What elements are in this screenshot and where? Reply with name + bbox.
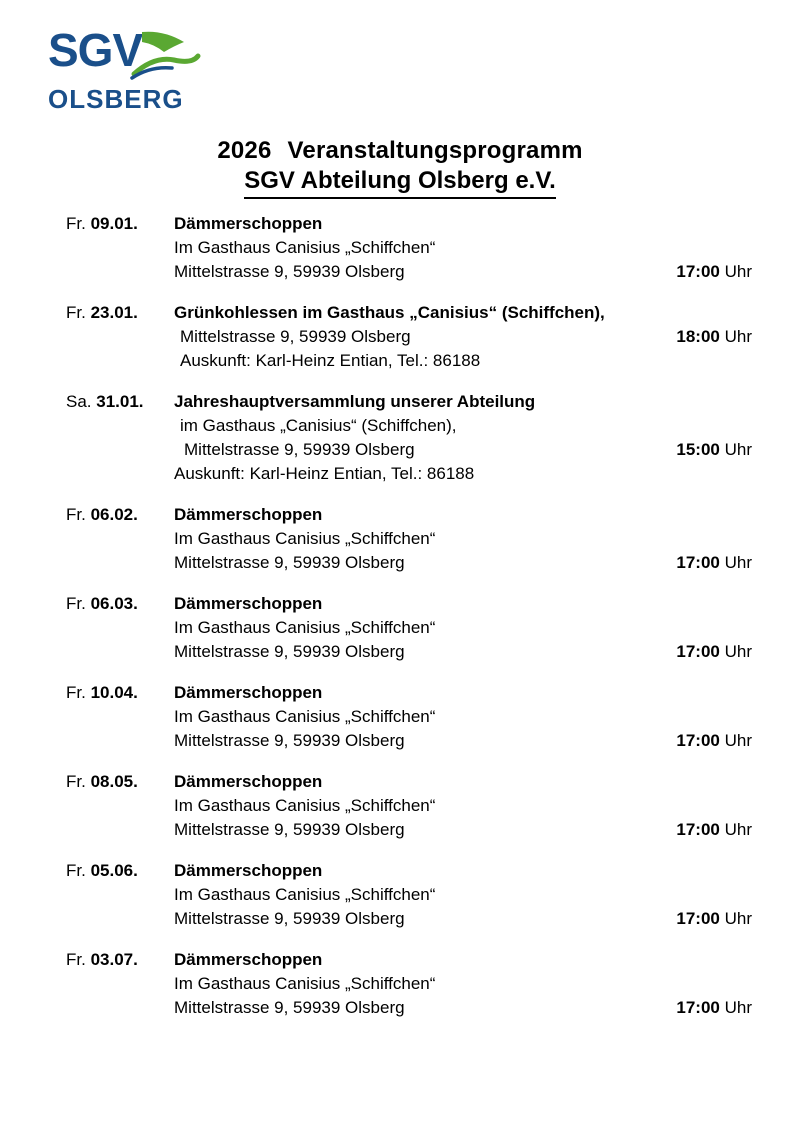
event-line bbox=[66, 527, 800, 551]
event-line bbox=[66, 681, 800, 705]
svg-text:SGV: SGV bbox=[48, 24, 143, 76]
event-entry bbox=[0, 859, 800, 931]
svg-text:OLSBERG: OLSBERG bbox=[48, 84, 184, 114]
event-time-value: 17:00 bbox=[676, 262, 720, 281]
event-line bbox=[66, 390, 800, 414]
page-title bbox=[0, 136, 800, 199]
event-day: 06.02. bbox=[85, 505, 138, 524]
title-line-one bbox=[0, 136, 800, 166]
event-time-value: 15:00 bbox=[676, 440, 720, 459]
event-date bbox=[66, 592, 170, 616]
event-line bbox=[66, 818, 800, 842]
event-time-value: 17:00 bbox=[676, 909, 720, 928]
program-title: Veranstaltungsprogramm bbox=[287, 137, 583, 164]
event-detail: Im Gasthaus Canisius „Schiffchen“ bbox=[174, 618, 436, 637]
event-detail: Im Gasthaus Canisius „Schiffchen“ bbox=[174, 238, 436, 257]
event-date bbox=[66, 681, 170, 705]
event-detail: Im Gasthaus Canisius „Schiffchen“ bbox=[174, 707, 436, 726]
event-heading: Jahreshauptversammlung unserer Abteilung bbox=[174, 392, 536, 411]
event-time-unit: Uhr bbox=[719, 731, 752, 750]
event-day: 03.07. bbox=[85, 950, 138, 969]
event-heading: Dämmerschoppen bbox=[174, 683, 323, 702]
event-time bbox=[676, 260, 752, 284]
event-entry bbox=[0, 301, 800, 373]
event-line bbox=[66, 325, 800, 349]
event-line bbox=[66, 705, 800, 729]
event-date bbox=[66, 503, 170, 527]
event-line bbox=[66, 414, 800, 438]
event-weekday: Fr. bbox=[66, 214, 86, 233]
event-entry bbox=[0, 770, 800, 842]
event-day: 09.01. bbox=[85, 214, 138, 233]
event-detail: Auskunft: Karl-Heinz Entian, Tel.: 86188 bbox=[180, 351, 481, 370]
event-detail: Mittelstrasse 9, 59939 Olsberg bbox=[174, 909, 405, 928]
event-date bbox=[66, 212, 170, 236]
event-heading: Dämmerschoppen bbox=[174, 772, 323, 791]
event-line bbox=[66, 551, 800, 575]
event-entry bbox=[0, 212, 800, 284]
event-line bbox=[66, 859, 800, 883]
event-time-unit: Uhr bbox=[719, 262, 752, 281]
event-detail: Im Gasthaus Canisius „Schiffchen“ bbox=[174, 796, 436, 815]
event-day: 05.06. bbox=[85, 861, 138, 880]
event-weekday: Fr. bbox=[66, 861, 86, 880]
event-detail: Im Gasthaus Canisius „Schiffchen“ bbox=[174, 974, 436, 993]
event-weekday: Fr. bbox=[66, 683, 86, 702]
event-time bbox=[676, 996, 752, 1020]
event-weekday: Sa. bbox=[66, 392, 92, 411]
event-line bbox=[66, 236, 800, 260]
event-line bbox=[66, 883, 800, 907]
event-detail: Mittelstrasse 9, 59939 Olsberg bbox=[174, 820, 405, 839]
event-heading: Dämmerschoppen bbox=[174, 950, 323, 969]
event-date bbox=[66, 301, 170, 325]
event-date bbox=[66, 390, 170, 414]
event-entry bbox=[0, 592, 800, 664]
event-line bbox=[66, 503, 800, 527]
event-time-value: 18:00 bbox=[676, 327, 720, 346]
event-entry bbox=[0, 503, 800, 575]
event-day: 31.01. bbox=[91, 392, 144, 411]
event-time bbox=[676, 325, 752, 349]
event-time bbox=[676, 818, 752, 842]
event-heading: Grünkohlessen im Gasthaus „Canisius“ (Schiffchen), bbox=[174, 303, 605, 322]
event-heading: Dämmerschoppen bbox=[174, 214, 323, 233]
event-line bbox=[66, 438, 800, 462]
event-heading: Dämmerschoppen bbox=[174, 505, 323, 524]
event-weekday: Fr. bbox=[66, 772, 86, 791]
event-time bbox=[676, 729, 752, 753]
event-detail: Auskunft: Karl-Heinz Entian, Tel.: 86188 bbox=[174, 464, 475, 483]
event-day: 06.03. bbox=[85, 594, 138, 613]
event-time-unit: Uhr bbox=[719, 998, 752, 1017]
event-detail: Mittelstrasse 9, 59939 Olsberg bbox=[180, 327, 411, 346]
event-weekday: Fr. bbox=[66, 594, 86, 613]
event-heading: Dämmerschoppen bbox=[174, 594, 323, 613]
event-day: 10.04. bbox=[85, 683, 138, 702]
event-time bbox=[676, 551, 752, 575]
event-line bbox=[66, 640, 800, 664]
event-detail: Mittelstrasse 9, 59939 Olsberg bbox=[174, 262, 405, 281]
event-time-unit: Uhr bbox=[719, 909, 752, 928]
event-line bbox=[66, 770, 800, 794]
event-weekday: Fr. bbox=[66, 303, 86, 322]
event-time-unit: Uhr bbox=[719, 327, 752, 346]
logo-graphic bbox=[46, 16, 206, 116]
event-day: 23.01. bbox=[85, 303, 138, 322]
event-detail: im Gasthaus „Canisius“ (Schiffchen), bbox=[180, 416, 457, 435]
event-date bbox=[66, 859, 170, 883]
event-time bbox=[676, 438, 752, 462]
event-time-value: 17:00 bbox=[676, 731, 720, 750]
sgv-olsberg-logo bbox=[46, 16, 206, 116]
event-line bbox=[66, 212, 800, 236]
event-line bbox=[66, 301, 800, 325]
event-entry bbox=[0, 681, 800, 753]
event-day: 08.05. bbox=[85, 772, 138, 791]
event-time bbox=[676, 907, 752, 931]
event-time-unit: Uhr bbox=[719, 553, 752, 572]
event-weekday: Fr. bbox=[66, 505, 86, 524]
event-entry bbox=[0, 390, 800, 486]
event-date bbox=[66, 948, 170, 972]
event-date bbox=[66, 770, 170, 794]
event-line bbox=[66, 948, 800, 972]
event-line bbox=[66, 729, 800, 753]
event-time-unit: Uhr bbox=[719, 440, 752, 459]
event-list bbox=[0, 212, 800, 1037]
event-detail: Mittelstrasse 9, 59939 Olsberg bbox=[174, 553, 405, 572]
program-subtitle: SGV Abteilung Olsberg e.V. bbox=[244, 166, 556, 199]
event-time-value: 17:00 bbox=[676, 553, 720, 572]
event-line bbox=[66, 462, 800, 486]
event-time-value: 17:00 bbox=[676, 642, 720, 661]
event-time bbox=[676, 640, 752, 664]
event-entry bbox=[0, 948, 800, 1020]
event-line bbox=[66, 349, 800, 373]
event-line bbox=[66, 794, 800, 818]
event-detail: Im Gasthaus Canisius „Schiffchen“ bbox=[174, 529, 436, 548]
event-line bbox=[66, 260, 800, 284]
event-heading: Dämmerschoppen bbox=[174, 861, 323, 880]
event-detail: Mittelstrasse 9, 59939 Olsberg bbox=[174, 998, 405, 1017]
event-line bbox=[66, 592, 800, 616]
event-detail: Im Gasthaus Canisius „Schiffchen“ bbox=[174, 885, 436, 904]
event-line bbox=[66, 616, 800, 640]
event-time-unit: Uhr bbox=[719, 642, 752, 661]
event-line bbox=[66, 996, 800, 1020]
event-line bbox=[66, 907, 800, 931]
event-detail: Mittelstrasse 9, 59939 Olsberg bbox=[174, 642, 405, 661]
event-detail: Mittelstrasse 9, 59939 Olsberg bbox=[174, 731, 405, 750]
event-weekday: Fr. bbox=[66, 950, 86, 969]
program-year: 2026 bbox=[217, 137, 272, 164]
event-time-value: 17:00 bbox=[676, 820, 720, 839]
event-time-unit: Uhr bbox=[719, 820, 752, 839]
event-detail: Mittelstrasse 9, 59939 Olsberg bbox=[184, 440, 415, 459]
event-line bbox=[66, 972, 800, 996]
event-time-value: 17:00 bbox=[676, 998, 720, 1017]
